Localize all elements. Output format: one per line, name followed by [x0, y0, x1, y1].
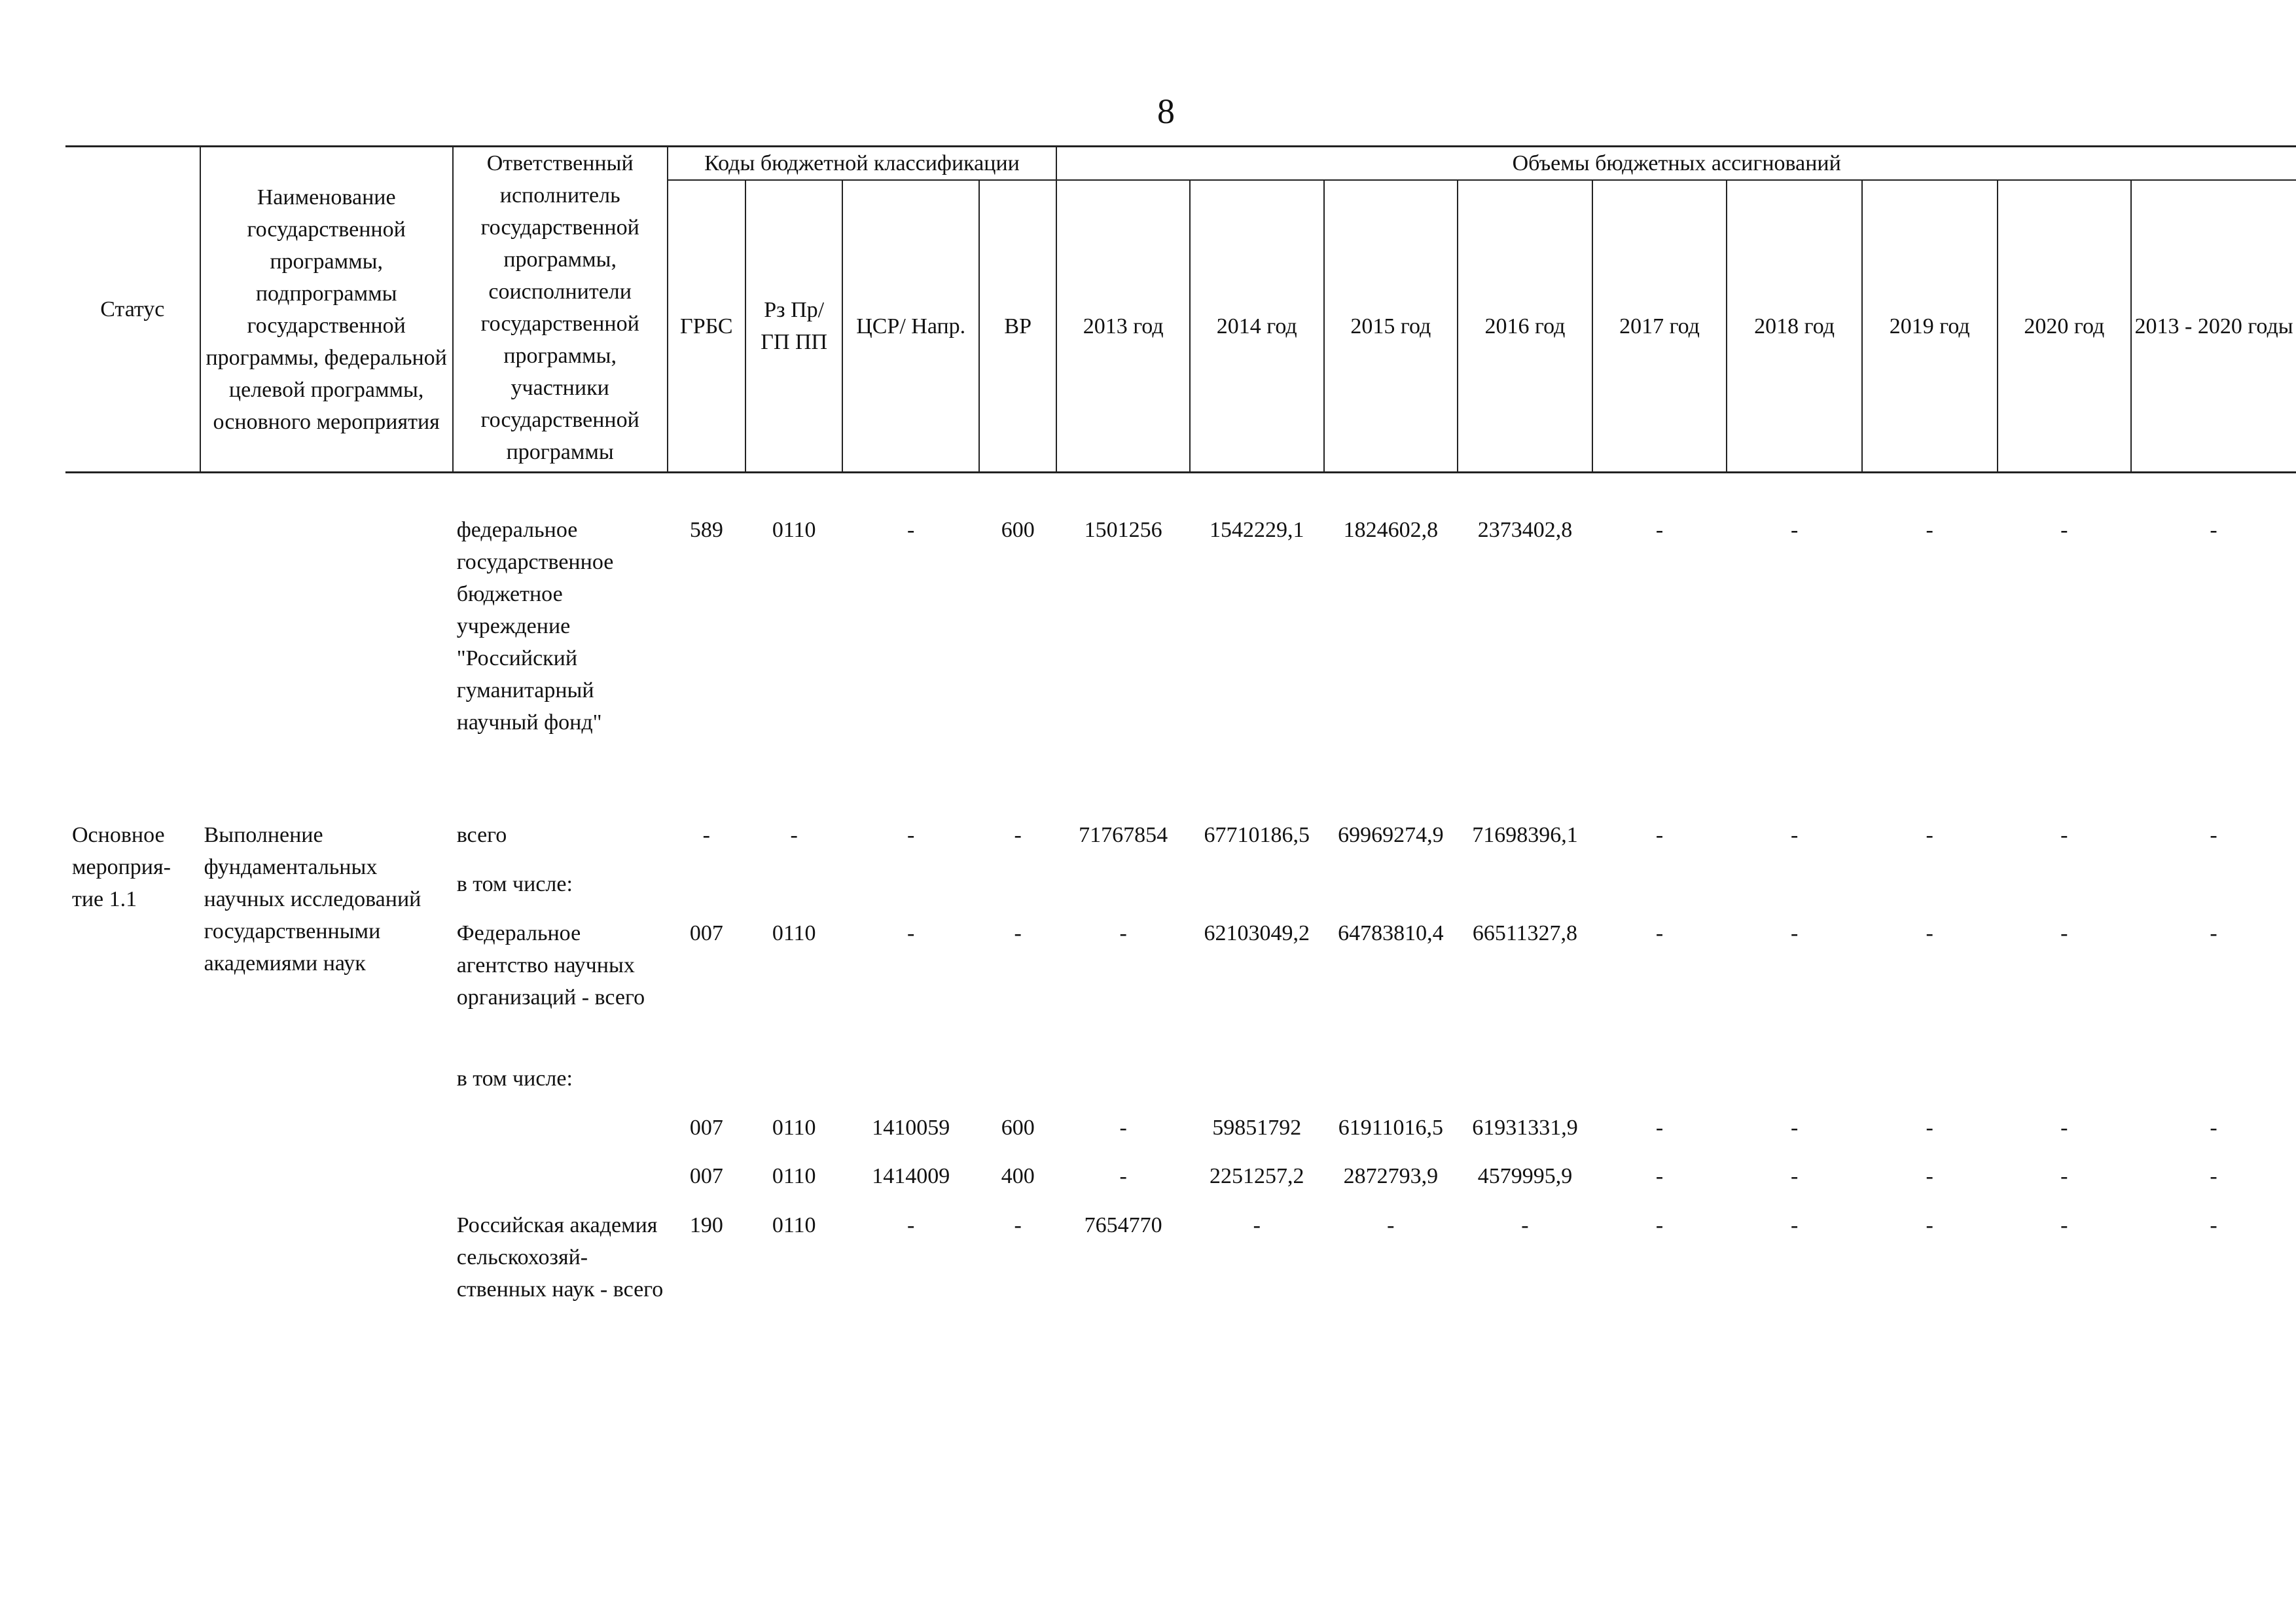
cell-csr: - [907, 518, 915, 542]
cell-grbs: 190 [689, 1213, 723, 1237]
cell-2015: 61911016,5 [1338, 1116, 1443, 1140]
cell-2015: 2872793,9 [1343, 1164, 1439, 1188]
cell-executor [453, 1160, 668, 1209]
cell-2018: - [1790, 1213, 1799, 1237]
cell-rzpr: 0110 [772, 921, 816, 945]
header-program-name: Наименование государственной программы, подпрограммы государственной программы, федеральной целевой программы, основного мероприятия [200, 147, 453, 473]
cell-2016: 66511327,8 [1472, 921, 1578, 945]
cell-executor: федеральное государственное бюджетное учреждение "Российский гуманитарный научный фонд" [456, 518, 614, 735]
cell-executor: Российская академия сельскохозяй-ственных наук - всего [456, 1213, 664, 1302]
header-year-total: 2013 - 2020 годы [2131, 180, 2296, 473]
cell-rzpr: 0110 [772, 518, 816, 542]
cell-2018: - [1790, 823, 1799, 847]
cell-vr: - [1014, 921, 1022, 945]
cell-2019: - [1926, 518, 1933, 542]
cell-executor: в том числе: [456, 1067, 573, 1091]
cell-2019: - [1926, 1164, 1933, 1188]
cell-2019: - [1926, 1213, 1933, 1237]
table-row [65, 514, 2296, 767]
cell-2020: - [2060, 921, 2068, 945]
header-vr: ВР [979, 180, 1056, 473]
cell-executor: всего [456, 823, 507, 847]
cell-2020: - [2060, 518, 2068, 542]
cell-rzpr: 0110 [772, 1213, 816, 1237]
cell-2015: 64783810,4 [1338, 921, 1444, 945]
cell-2020: - [2060, 1116, 2068, 1140]
cell-rzpr: 0110 [772, 1164, 816, 1188]
cell-2017: - [1655, 1116, 1664, 1140]
cell-grbs: 007 [689, 921, 723, 945]
header-year-2018: 2018 год [1727, 180, 1862, 473]
cell-rzpr: - [790, 823, 798, 847]
cell-2015: 69969274,9 [1338, 823, 1444, 847]
header-budget-codes: Коды бюджетной классификации [668, 147, 1057, 181]
cell-2013: 71767854 [1079, 823, 1168, 847]
cell-2016: 4579995,9 [1477, 1164, 1573, 1188]
cell-2020: - [2060, 823, 2068, 847]
cell-csr: - [907, 1213, 915, 1237]
cell-executor [453, 1112, 668, 1160]
header-year-2017: 2017 год [1592, 180, 1727, 473]
header-status: Статус [65, 147, 200, 473]
cell-name [200, 514, 453, 767]
cell-2015: - [1387, 1213, 1395, 1237]
cell-2014: 67710186,5 [1204, 823, 1310, 847]
cell-2016: 2373402,8 [1477, 518, 1573, 542]
cell-2019: - [1926, 1116, 1933, 1140]
cell-rzpr: 0110 [772, 1116, 816, 1140]
cell-2017: - [1655, 921, 1664, 945]
cell-2020: - [2060, 1213, 2068, 1237]
cell-2020: - [2060, 1164, 2068, 1188]
cell-vr: - [1014, 823, 1022, 847]
cell-vr: - [1014, 1213, 1022, 1237]
cell-csr: 1410059 [872, 1116, 950, 1140]
budget-table [65, 145, 2296, 1373]
cell-executor: Федеральное агентство научных организаций - всего [456, 921, 645, 1010]
header-rzpr: Рз Пр/ ГП ПП [745, 180, 842, 473]
cell-2019: - [1926, 823, 1933, 847]
cell-2013: - [1119, 921, 1127, 945]
cell-2015: 1824602,8 [1343, 518, 1439, 542]
cell-total: - [2210, 1164, 2217, 1188]
page-number: 8 [1157, 92, 1175, 131]
cell-2014: 59851792 [1212, 1116, 1302, 1140]
cell-total: - [2210, 823, 2217, 847]
cell-total: - [2210, 518, 2217, 542]
cell-2013: - [1119, 1164, 1127, 1188]
cell-total: - [2210, 1213, 2217, 1237]
cell-2013: 1501256 [1084, 518, 1162, 542]
header-year-2016: 2016 год [1458, 180, 1592, 473]
cell-2014: 62103049,2 [1204, 921, 1310, 945]
cell-csr: - [907, 823, 915, 847]
cell-grbs: 007 [689, 1116, 723, 1140]
cell-2017: - [1655, 823, 1664, 847]
cell-total: - [2210, 921, 2217, 945]
cell-2016: - [1521, 1213, 1529, 1237]
cell-total: - [2210, 1116, 2217, 1140]
cell-2017: - [1655, 1164, 1664, 1188]
header-csr: ЦСР/ Напр. [842, 180, 979, 473]
cell-name: Выполнение фундаментальных научных исследований государственными академиями наук [204, 823, 422, 976]
cell-2014: 2251257,2 [1210, 1164, 1304, 1188]
header-year-2020: 2020 год [1998, 180, 2132, 473]
cell-2013: 7654770 [1084, 1213, 1162, 1237]
cell-status [65, 514, 200, 767]
header-volumes: Объемы бюджетных ассигнований [1056, 147, 2296, 181]
cell-grbs: - [702, 823, 710, 847]
header-year-2019: 2019 год [1862, 180, 1998, 473]
cell-2014: 1542229,1 [1210, 518, 1304, 542]
header-executor: Ответственный исполнитель государственной программы, соисполнители государственной программы, участники государственной программы [453, 147, 668, 473]
cell-csr: - [907, 921, 915, 945]
cell-grbs: 589 [689, 518, 723, 542]
table-row [65, 819, 2296, 868]
cell-vr: 400 [1001, 1164, 1035, 1188]
header-year-2013: 2013 год [1056, 180, 1190, 473]
cell-2017: - [1655, 518, 1664, 542]
header-year-2014: 2014 год [1190, 180, 1324, 473]
cell-grbs: 007 [689, 1164, 723, 1188]
cell-2018: - [1790, 1116, 1799, 1140]
cell-executor: в том числе: [456, 872, 573, 896]
cell-2017: - [1655, 1213, 1664, 1237]
cell-2016: 61931331,9 [1472, 1116, 1578, 1140]
cell-2019: - [1926, 921, 1933, 945]
cell-2018: - [1790, 921, 1799, 945]
header-grbs: ГРБС [668, 180, 745, 473]
cell-2018: - [1790, 1164, 1799, 1188]
cell-vr: 600 [1001, 1116, 1035, 1140]
cell-2016: 71698396,1 [1472, 823, 1578, 847]
cell-2018: - [1790, 518, 1799, 542]
header-year-2015: 2015 год [1324, 180, 1458, 473]
cell-csr: 1414009 [872, 1164, 950, 1188]
cell-2013: - [1119, 1116, 1127, 1140]
cell-status: Основное мероприя-тие 1.1 [72, 823, 171, 911]
cell-2014: - [1253, 1213, 1261, 1237]
cell-vr: 600 [1001, 518, 1035, 542]
